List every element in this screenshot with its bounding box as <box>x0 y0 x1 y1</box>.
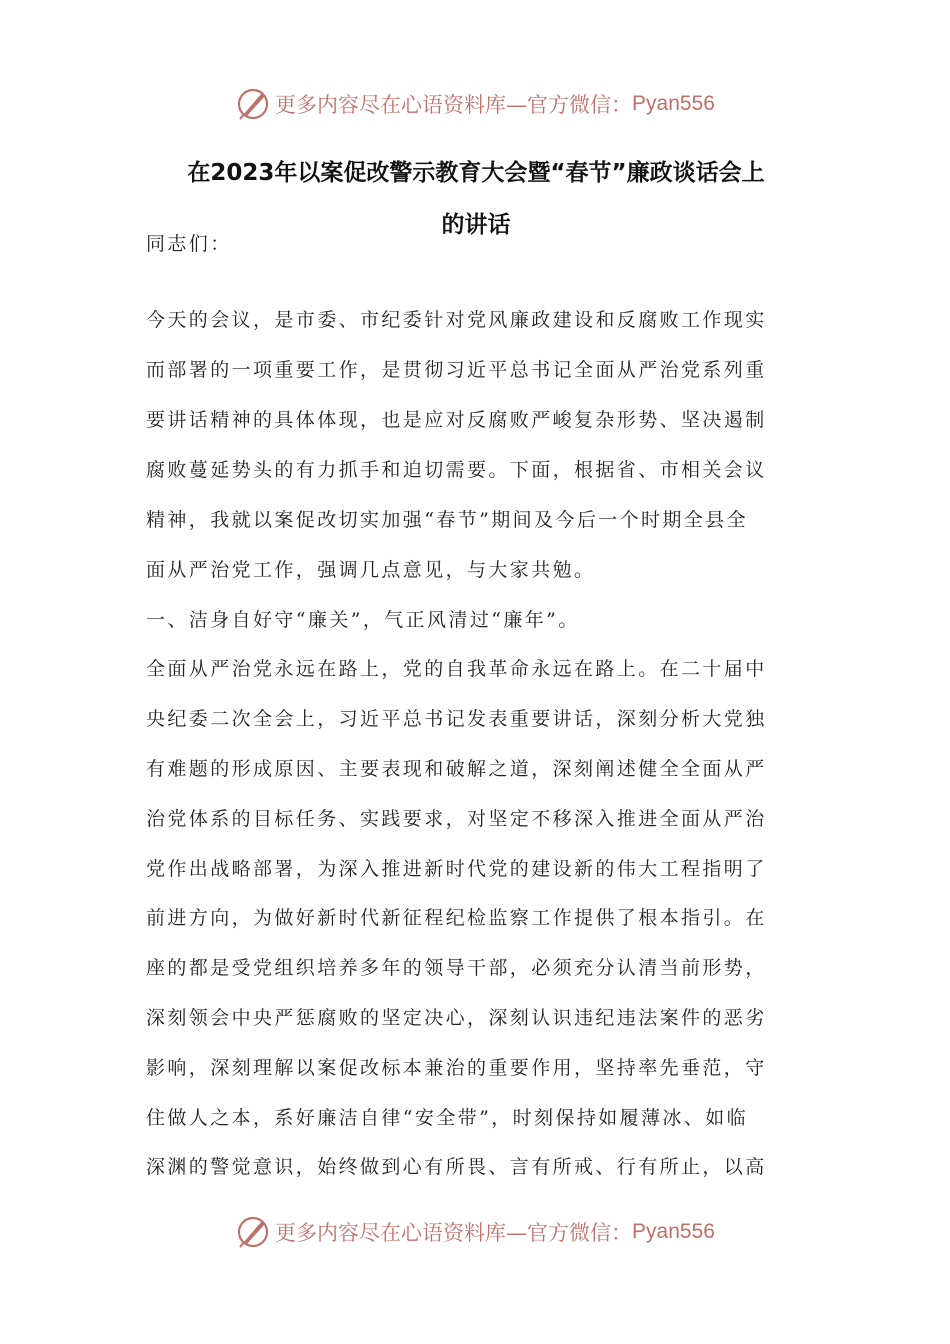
document-title-line-2: 的讲话 <box>441 212 511 238</box>
watermark-handle: Pyan556 <box>632 1220 715 1243</box>
body-line: 有难题的形成原因、主要表现和破解之道，深刻阐述健全全面从严 <box>146 758 767 780</box>
body-line: 而部署的一项重要工作，是贯彻习近平总书记全面从严治党系列重 <box>146 359 767 381</box>
body-line: 全面从严治党永远在路上，党的自我革命永远在路上。在二十届中 <box>146 658 767 680</box>
header-watermark <box>0 84 950 124</box>
quill-pen-logo-icon <box>235 1214 271 1250</box>
watermark-text: 更多内容尽在心语资料库—官方微信： <box>275 93 633 117</box>
watermark-handle: Pyan556 <box>632 92 715 115</box>
body-line: 深刻领会中央严惩腐败的坚定决心，深刻认识违纪违法案件的恶劣 <box>146 1007 767 1029</box>
body-line: 治党体系的目标任务、实践要求，对坚定不移深入推进全面从严治 <box>146 808 767 830</box>
body-line: 前进方向，为做好新时代新征程纪检监察工作提供了根本指引。在 <box>146 907 767 929</box>
body-line: 今天的会议，是市委、市纪委针对党风廉政建设和反腐败工作现实 <box>146 309 767 331</box>
body-line: 要讲话精神的具体体现，也是应对反腐败严峻复杂形势、坚决遏制 <box>146 409 767 431</box>
body-line: 腐败蔓延势头的有力抓手和迫切需要。下面，根据省、市相关会议 <box>146 459 767 481</box>
body-line: 面从严治党工作，强调几点意见，与大家共勉。 <box>146 559 596 581</box>
body-line: 精神，我就以案促改切实加强“春节”期间及今后一个时期全县全 <box>146 509 749 531</box>
body-line: 党作出战略部署，为深入推进新时代党的建设新的伟大工程指明了 <box>146 858 767 880</box>
body-line: 住做人之本，系好廉洁自律“安全带”，时刻保持如履薄冰、如临 <box>146 1107 749 1129</box>
section-heading: 一、洁身自好守“廉关”，气正风清过“廉年”。 <box>146 609 580 631</box>
body-line: 深渊的警觉意识，始终做到心有所畏、言有所戒、行有所止，以高 <box>146 1156 767 1178</box>
body-line: 座的都是受党组织培养多年的领导干部，必须充分认清当前形势， <box>146 957 767 979</box>
body-line: 同志们： <box>146 233 232 255</box>
watermark-text: 更多内容尽在心语资料库—官方微信： <box>275 1221 633 1245</box>
quill-pen-logo-icon <box>235 86 271 122</box>
body-line: 影响，深刻理解以案促改标本兼治的重要作用，坚持率先垂范，守 <box>146 1057 767 1079</box>
footer-watermark <box>0 1212 950 1252</box>
document-title-line-1: 在2023年以案促改警示教育大会暨“春节”廉政谈话会上 <box>187 160 765 186</box>
body-line: 央纪委二次全会上，习近平总书记发表重要讲话，深刻分析大党独 <box>146 708 767 730</box>
